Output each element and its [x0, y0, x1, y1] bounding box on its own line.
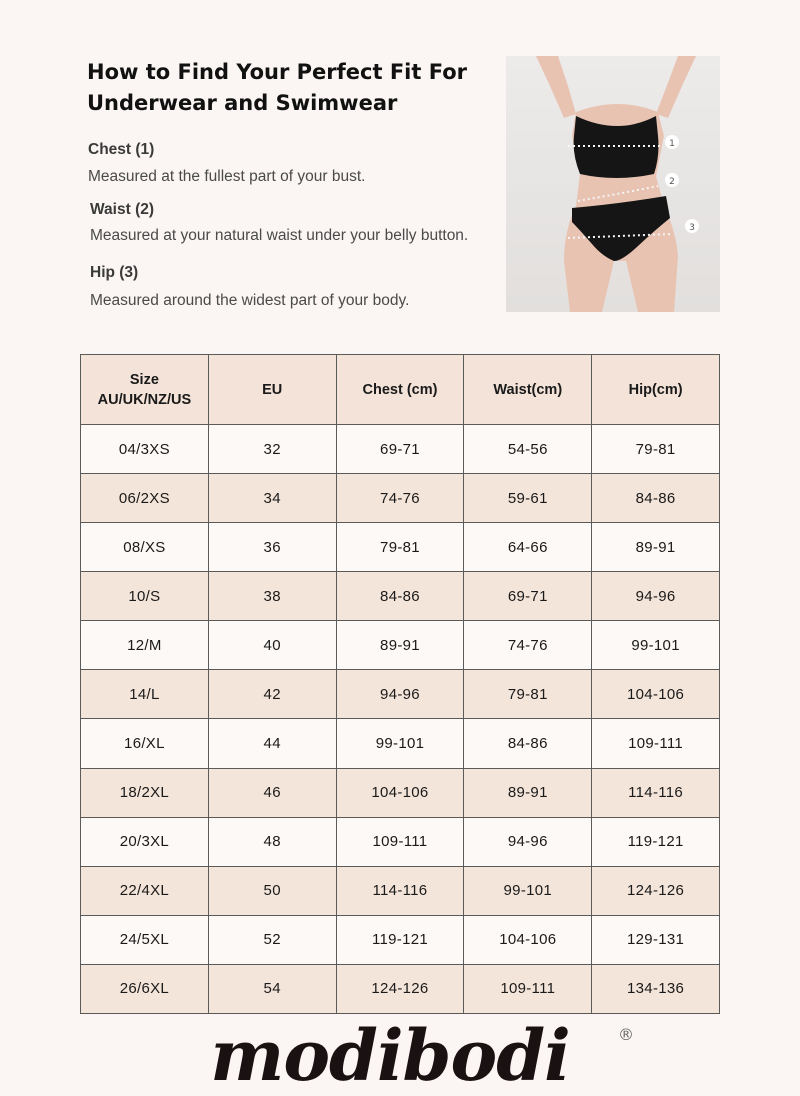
cell-waist: 109-111: [464, 964, 592, 1013]
cell-hip: 114-116: [592, 768, 720, 817]
size-chart-table: [80, 354, 720, 1014]
cell-size: 08/XS: [81, 523, 209, 572]
cell-hip: 99-101: [592, 621, 720, 670]
cell-size: 26/6XL: [81, 964, 209, 1013]
hip-description: Measured around the widest part of your body.: [90, 292, 410, 309]
cell-hip: 119-121: [592, 817, 720, 866]
table-row: [81, 719, 720, 768]
marker-3: [685, 219, 699, 233]
cell-eu: 44: [208, 719, 336, 768]
cell-size: 12/M: [81, 621, 209, 670]
cell-size: 10/S: [81, 572, 209, 621]
table-row: [81, 817, 720, 866]
cell-eu: 46: [208, 768, 336, 817]
cell-size: 16/XL: [81, 719, 209, 768]
registered-mark: ®: [618, 1025, 634, 1044]
header-eu: EU: [208, 355, 336, 425]
cell-size: 06/2XS: [81, 474, 209, 523]
cell-waist: 54-56: [464, 425, 592, 474]
logo-wordmark: modibodi: [210, 1018, 570, 1092]
cell-eu: 42: [208, 670, 336, 719]
cell-hip: 94-96: [592, 572, 720, 621]
marker-2-label: 2: [669, 177, 675, 187]
cell-hip: 129-131: [592, 915, 720, 964]
cell-size: 18/2XL: [81, 768, 209, 817]
table-row: [81, 523, 720, 572]
table-row: [81, 670, 720, 719]
cell-eu: 36: [208, 523, 336, 572]
table-row: [81, 621, 720, 670]
hip-label: Hip (3): [90, 264, 139, 281]
cell-chest: 79-81: [336, 523, 464, 572]
measurement-figure: [506, 56, 720, 312]
cell-chest: 109-111: [336, 817, 464, 866]
cell-eu: 32: [208, 425, 336, 474]
cell-size: 04/3XS: [81, 425, 209, 474]
waist-label: Waist (2): [90, 201, 155, 218]
cell-waist: 94-96: [464, 817, 592, 866]
table-row: [81, 768, 720, 817]
table-row: [81, 474, 720, 523]
cell-waist: 64-66: [464, 523, 592, 572]
cell-waist: 84-86: [464, 719, 592, 768]
body-illustration: [506, 56, 720, 312]
table-row: [81, 866, 720, 915]
cell-chest: 99-101: [336, 719, 464, 768]
cell-hip: 104-106: [592, 670, 720, 719]
cell-waist: 59-61: [464, 474, 592, 523]
cell-chest: 69-71: [336, 425, 464, 474]
page-title: [87, 57, 467, 119]
table-row: [81, 915, 720, 964]
cell-hip: 89-91: [592, 523, 720, 572]
page-title-line-1: How to Find Your Perfect Fit For: [87, 60, 467, 84]
table-row: [81, 964, 720, 1013]
cell-hip: 124-126: [592, 866, 720, 915]
cell-eu: 52: [208, 915, 336, 964]
cell-waist: 69-71: [464, 572, 592, 621]
cell-chest: 114-116: [336, 866, 464, 915]
cell-waist: 104-106: [464, 915, 592, 964]
cell-chest: 84-86: [336, 572, 464, 621]
cell-eu: 34: [208, 474, 336, 523]
cell-eu: 48: [208, 817, 336, 866]
header-size: [81, 355, 209, 425]
header-hip: Hip(cm): [592, 355, 720, 425]
marker-3-label: 3: [689, 223, 695, 233]
marker-1: [665, 135, 679, 149]
cell-chest: 74-76: [336, 474, 464, 523]
cell-chest: 124-126: [336, 964, 464, 1013]
table-header-row: [81, 355, 720, 425]
cell-size: 14/L: [81, 670, 209, 719]
cell-eu: 38: [208, 572, 336, 621]
cell-size: 20/3XL: [81, 817, 209, 866]
cell-eu: 54: [208, 964, 336, 1013]
modibodi-logo: [160, 1018, 640, 1092]
cell-size: 22/4XL: [81, 866, 209, 915]
cell-chest: 119-121: [336, 915, 464, 964]
cell-hip: 134-136: [592, 964, 720, 1013]
waist-description: Measured at your natural waist under your belly button.: [90, 227, 469, 244]
cell-hip: 79-81: [592, 425, 720, 474]
cell-chest: 104-106: [336, 768, 464, 817]
cell-size: 24/5XL: [81, 915, 209, 964]
cell-waist: 89-91: [464, 768, 592, 817]
cell-hip: 84-86: [592, 474, 720, 523]
cell-waist: 79-81: [464, 670, 592, 719]
table-row: [81, 572, 720, 621]
table-row: [81, 425, 720, 474]
marker-2: [665, 173, 679, 187]
cell-waist: 74-76: [464, 621, 592, 670]
cell-hip: 109-111: [592, 719, 720, 768]
header-size-line-1: Size: [129, 371, 159, 388]
header-chest: Chest (cm): [336, 355, 464, 425]
cell-chest: 94-96: [336, 670, 464, 719]
cell-chest: 89-91: [336, 621, 464, 670]
header-size-line-2: AU/UK/NZ/US: [97, 391, 192, 408]
cell-eu: 40: [208, 621, 336, 670]
chest-label: Chest (1): [88, 141, 155, 158]
cell-waist: 99-101: [464, 866, 592, 915]
cell-eu: 50: [208, 866, 336, 915]
page-title-line-2: Underwear and Swimwear: [87, 91, 398, 115]
header-waist: Waist(cm): [464, 355, 592, 425]
chest-description: Measured at the fullest part of your bust.: [88, 168, 366, 185]
marker-1-label: 1: [669, 139, 675, 149]
